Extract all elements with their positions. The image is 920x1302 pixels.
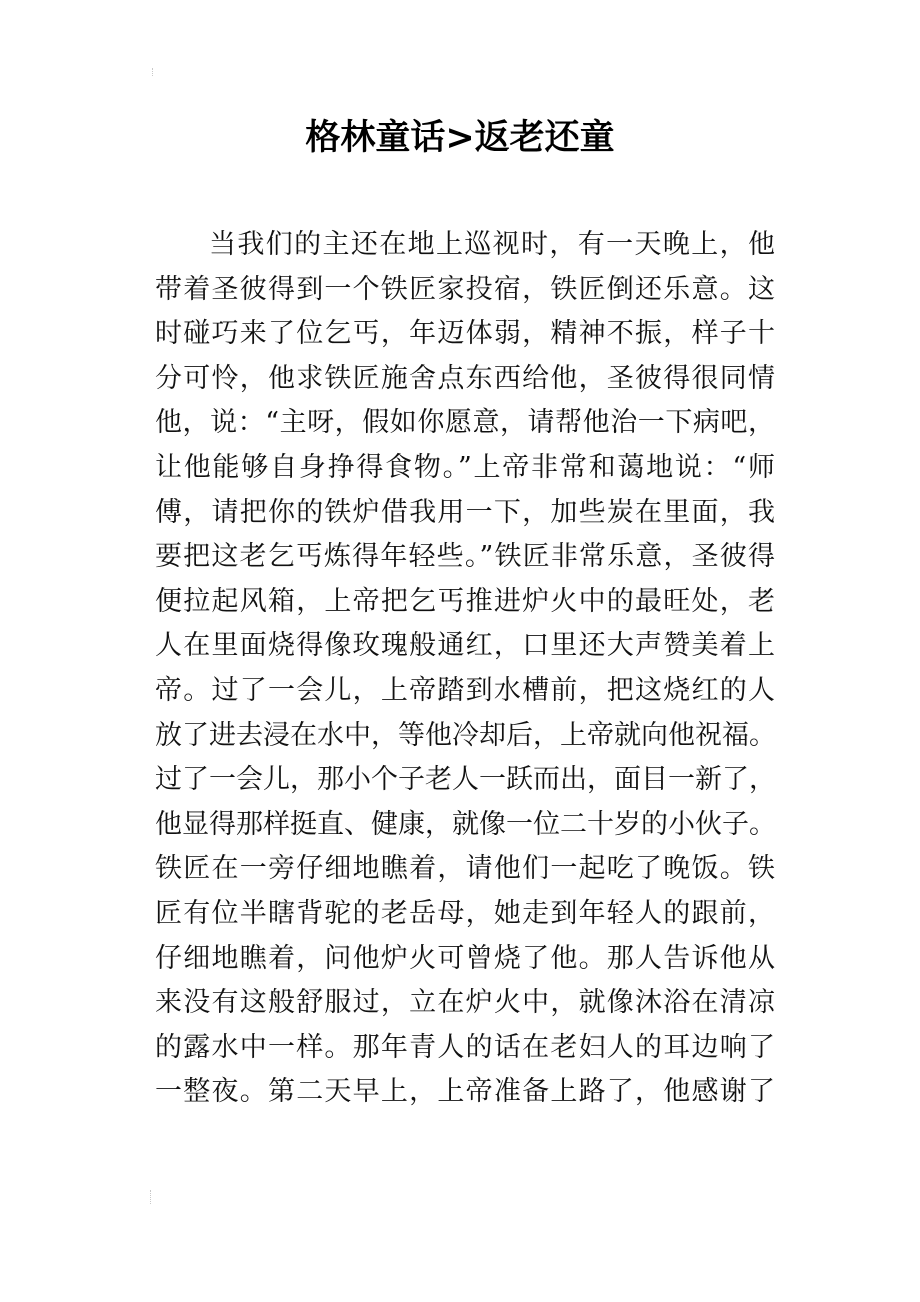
text-line: 分可怜，他求铁匠施舍点东西给他，圣彼得很同情 [155, 362, 775, 394]
text-line: 他显得那样挺直、健康，就像一位二十岁的小伙子。 [155, 808, 776, 840]
story-paragraph [155, 223, 775, 1115]
text-line: 带着圣彼得到一个铁匠家投宿，铁匠倒还乐意。这 [155, 273, 775, 305]
document-title: 格林童话>返老还童 [305, 118, 615, 158]
text-line: 仔细地瞧着，问他炉火可曾烧了他。那人告诉他从 [155, 942, 775, 974]
text-line: 傅，请把你的铁炉借我用一下，加些炭在里面，我 [155, 496, 775, 528]
text-line: 来没有这般舒服过，立在炉火中，就像沐浴在清凉 [155, 987, 775, 1019]
text-line: 让他能够自身挣得食物。”上帝非常和蔼地说：“师 [155, 451, 775, 483]
text-line: 帝。过了一会儿，上帝踏到水槽前，把这烧红的人 [155, 674, 775, 706]
page-corner-mark-bottom [150, 1190, 154, 1204]
text-line: 当我们的主还在地上巡视时，有一天晚上，他 [209, 229, 775, 260]
text-line: 一整夜。第二天早上，上帝准备上路了，他感谢了 [155, 1076, 775, 1108]
text-line: 铁匠在一旁仔细地瞧着，请他们一起吃了晚饭。铁 [155, 853, 775, 885]
text-line: 便拉起风箱，上帝把乞丐推进炉火中的最旺处，老 [155, 585, 775, 617]
text-line: 他，说：“主呀，假如你愿意，请帮他治一下病吧， [155, 407, 775, 439]
text-line: 时碰巧来了位乞丐，年迈体弱，精神不振，样子十 [155, 318, 775, 350]
text-line: 匠有位半瞎背驼的老岳母，她走到年轻人的跟前， [155, 897, 775, 929]
text-line: 要把这老乞丐炼得年轻些。”铁匠非常乐意，圣彼得 [155, 541, 775, 573]
text-line: 人在里面烧得像玫瑰般通红，口里还大声赞美着上 [155, 630, 775, 662]
page-corner-mark-top [152, 68, 156, 76]
text-line: 放了进去浸在水中，等他冷却后，上帝就向他祝福。 [155, 719, 776, 751]
text-line: 的露水中一样。那年青人的话在老妇人的耳边响了 [155, 1031, 775, 1063]
text-line: 过了一会儿，那小个子老人一跃而出，面目一新了， [155, 764, 776, 796]
